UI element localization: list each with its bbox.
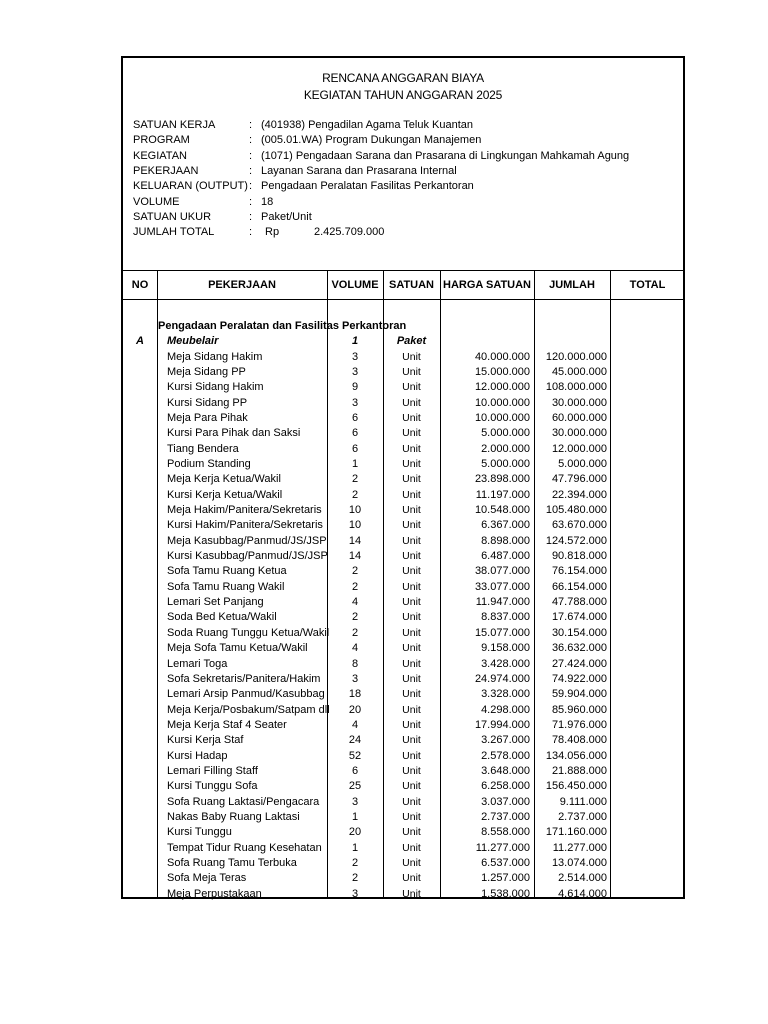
item-volume: 3 [351,396,359,409]
item-name: Kursi Para Pihak dan Saksi [167,427,301,440]
item-jumlah: 90.818.000 [551,550,607,563]
info-colon: : [249,226,253,239]
item-satuan: Unit [402,626,421,639]
header-pekerjaan: PEKERJAAN [208,279,276,291]
item-name: Sofa Meja Teras [167,872,247,885]
item-name: Meja Hakim/Panitera/Sekretaris [167,504,322,516]
table-row [123,718,683,733]
item-volume: 6 [351,411,359,424]
info-value: Pengadaan Peralatan Fasilitas Perkantoran [261,180,474,193]
item-jumlah: 2.514.000 [558,872,607,885]
item-volume: 2 [351,857,359,870]
total-row [133,225,678,240]
item-satuan: Unit [402,780,421,793]
info-colon: : [249,134,253,147]
info-colon: : [249,119,253,131]
item-name: Meja Para Pihak [167,411,248,424]
currency-label: Rp [265,226,280,239]
item-harga-satuan: 3.328.000 [481,688,530,701]
info-label: PROGRAM [133,134,190,147]
item-jumlah: 11.277.000 [552,841,607,854]
item-harga-satuan: 6.537.000 [481,857,530,870]
header-no: NO [131,279,149,291]
info-label: VOLUME [133,195,180,208]
item-satuan: Unit [402,611,421,624]
table-row [123,396,683,411]
item-name: Meja Sidang Hakim [167,350,263,363]
item-volume: 3 [351,672,359,685]
item-jumlah: 21.888.000 [551,764,607,777]
total-label: JUMLAH TOTAL [133,226,215,239]
item-volume: 3 [351,795,359,808]
item-jumlah: 59.904.000 [551,688,607,701]
item-jumlah: 66.154.000 [551,580,607,593]
table-row [123,411,683,426]
item-volume: 3 [351,350,359,363]
item-harga-satuan: 15.000.000 [474,365,530,378]
item-satuan: Unit [402,427,421,440]
item-jumlah: 85.960.000 [551,703,607,716]
item-volume: 20 [348,703,362,716]
item-name: Meja Kerja Ketua/Wakil [167,473,281,486]
item-name: Lemari Filling Staff [167,764,258,777]
item-name: Meja Sofa Tamu Ketua/Wakil [167,642,308,655]
item-name: Kursi Hakim/Panitera/Sekretaris [167,519,323,532]
item-name: Kursi Kerja Ketua/Wakil [167,488,283,501]
item-satuan: Unit [402,826,421,839]
table-row [123,687,683,702]
item-harga-satuan: 4.298.000 [481,703,530,716]
info-value: 18 [261,195,274,208]
info-row [133,133,678,148]
table-row [123,779,683,794]
item-volume: 3 [351,365,359,378]
item-harga-satuan: 3.037.000 [481,795,530,808]
item-jumlah: 171.160.000 [545,826,607,839]
table-row [123,657,683,672]
item-name: Soda Ruang Tunggu Ketua/Wakil [167,626,330,639]
item-harga-satuan: 2.578.000 [481,749,530,762]
table-row [123,733,683,748]
table-row [123,841,683,856]
item-name: Kursi Sidang PP [167,396,248,409]
info-value: (401938) Pengadilan Agama Teluk Kuantan [261,119,474,131]
item-jumlah: 105.480.000 [545,504,607,516]
item-jumlah: 71.976.000 [551,718,607,731]
item-volume: 20 [348,826,362,839]
item-satuan: Unit [402,411,421,424]
item-name: Podium Standing [167,457,251,470]
table-row [123,856,683,871]
item-satuan: Unit [402,565,421,578]
item-satuan: Unit [402,381,421,394]
item-jumlah: 120.000.000 [545,350,607,363]
table-row [123,564,683,579]
item-harga-satuan: 8.558.000 [481,826,530,839]
item-jumlah: 12.000.000 [551,442,607,455]
item-jumlah: 13.074.000 [551,857,607,870]
item-volume: 52 [348,749,362,762]
item-harga-satuan: 10.000.000 [474,411,530,424]
item-harga-satuan: 24.974.000 [474,672,530,685]
item-jumlah: 22.394.000 [551,488,607,501]
table-row [123,488,683,503]
item-satuan: Unit [402,580,421,593]
header-jumlah: JUMLAH [549,279,595,291]
item-name: Kursi Tunggu Sofa [167,780,258,793]
table-row [123,534,683,549]
item-name: Sofa Ruang Tamu Terbuka [167,857,297,870]
item-harga-satuan: 10.548.000 [474,504,530,516]
item-harga-satuan: 1.538.000 [481,887,530,900]
item-name: Sofa Tamu Ruang Wakil [167,580,285,593]
table-header-bottom-border [123,299,683,300]
item-satuan: Unit [402,642,421,655]
item-volume: 2 [351,473,359,486]
info-row [133,149,678,164]
header-total: TOTAL [629,279,666,291]
item-volume: 14 [348,534,362,547]
item-satuan: Unit [402,657,421,670]
table-row [123,703,683,718]
item-harga-satuan: 5.000.000 [481,457,530,470]
item-name: Meja Perpustakaan [167,887,262,900]
item-satuan: Unit [402,872,421,885]
item-volume: 2 [351,565,359,578]
table-row [123,871,683,886]
item-satuan: Unit [402,857,421,870]
item-jumlah: 76.154.000 [551,565,607,578]
item-jumlah: 30.154.000 [551,626,607,639]
item-jumlah: 27.424.000 [551,657,607,670]
item-name: Lemari Toga [167,657,228,670]
item-harga-satuan: 15.077.000 [474,626,530,639]
info-value: (005.01.WA) Program Dukungan Manajemen [261,134,482,147]
item-name: Tempat Tidur Ruang Kesehatan [167,841,322,854]
item-satuan: Unit [402,442,421,455]
table-row [123,472,683,487]
table-row [123,350,683,365]
item-name: Sofa Ruang Laktasi/Pengacara [167,795,320,808]
item-harga-satuan: 8.837.000 [481,611,530,624]
item-satuan: Unit [402,365,421,378]
item-volume: 4 [351,596,359,609]
item-jumlah: 30.000.000 [551,427,607,440]
total-amount: 2.425.709.000 [314,226,385,239]
item-volume: 1 [351,841,359,854]
item-satuan: Unit [402,749,421,762]
item-satuan: Unit [402,718,421,731]
item-harga-satuan: 1.257.000 [481,872,530,885]
header-satuan: SATUAN [388,279,434,291]
item-volume: 10 [348,519,362,532]
info-value: Paket/Unit [261,210,312,223]
item-satuan: Unit [402,703,421,716]
item-volume: 25 [348,780,362,793]
item-volume: 18 [348,688,362,701]
group-no: A [136,335,144,347]
item-name: Kursi Tunggu [167,826,232,839]
group-row [123,334,683,349]
info-colon: : [249,210,253,223]
item-volume: 1 [351,457,359,470]
table-row [123,672,683,687]
info-colon: : [249,164,253,177]
table-row [123,549,683,564]
item-jumlah: 17.674.000 [551,611,607,624]
item-harga-satuan: 3.267.000 [481,734,530,747]
item-jumlah: 108.000.000 [545,381,607,394]
table-row [123,610,683,625]
table-row [123,749,683,764]
info-row [133,118,678,133]
item-satuan: Unit [402,519,421,532]
item-satuan: Unit [402,764,421,777]
item-harga-satuan: 10.000.000 [474,396,530,409]
item-harga-satuan: 6.258.000 [481,780,530,793]
item-name: Tiang Bendera [167,442,239,455]
item-harga-satuan: 3.648.000 [481,764,530,777]
item-satuan: Unit [402,887,421,900]
item-harga-satuan: 11.947.000 [475,596,530,609]
item-volume: 10 [348,504,362,516]
item-jumlah: 63.670.000 [551,519,607,532]
item-satuan: Unit [402,504,421,516]
item-volume: 4 [351,642,359,655]
item-satuan: Unit [402,596,421,609]
item-satuan: Unit [402,488,421,501]
item-harga-satuan: 5.000.000 [481,427,530,440]
table-row [123,457,683,472]
table-row [123,764,683,779]
info-colon: : [249,149,253,162]
item-satuan: Unit [402,734,421,747]
item-volume: 6 [351,764,359,777]
item-volume: 2 [351,580,359,593]
item-satuan: Unit [402,811,421,823]
item-harga-satuan: 12.000.000 [474,381,530,394]
item-name: Sofa Tamu Ruang Ketua [167,565,287,578]
item-name: Kursi Sidang Hakim [167,381,264,394]
item-jumlah: 78.408.000 [551,734,607,747]
group-volume: 1 [351,335,359,347]
item-harga-satuan: 11.197.000 [475,488,530,501]
item-jumlah: 30.000.000 [551,396,607,409]
item-jumlah: 47.796.000 [551,473,607,486]
item-harga-satuan: 40.000.000 [474,350,530,363]
item-jumlah: 36.632.000 [551,642,607,655]
info-row [133,195,678,210]
item-volume: 6 [351,442,359,455]
budget-sheet [121,56,685,899]
item-volume: 24 [348,734,362,747]
item-satuan: Unit [402,550,421,563]
item-harga-satuan: 6.367.000 [481,519,530,532]
table-row [123,641,683,656]
item-jumlah: 134.056.000 [545,749,607,762]
item-harga-satuan: 23.898.000 [474,473,530,486]
item-name: Kursi Kerja Staf [167,734,244,747]
table-row [123,503,683,518]
table-row [123,518,683,533]
item-jumlah: 5.000.000 [558,457,607,470]
item-harga-satuan: 9.158.000 [481,642,530,655]
table-row [123,795,683,810]
item-volume: 2 [351,488,359,501]
info-row [133,164,678,179]
item-volume: 6 [351,427,359,440]
document-title: RENCANA ANGGARAN BIAYA [322,71,484,85]
item-harga-satuan: 33.077.000 [474,580,530,593]
info-label: KELUARAN (OUTPUT) [133,180,248,193]
info-row [133,210,678,225]
section-row [123,319,683,334]
item-jumlah: 156.450.000 [545,780,607,793]
item-volume: 2 [351,611,359,624]
item-jumlah: 2.737.000 [558,811,607,823]
item-harga-satuan: 3.428.000 [481,657,530,670]
table-row [123,426,683,441]
item-name: Kursi Kasubbag/Panmud/JS/JSP [167,550,328,563]
item-satuan: Unit [402,457,421,470]
item-name: Meja Kerja Staf 4 Seater [167,718,287,731]
item-name: Lemari Set Panjang [167,596,264,609]
table-row [123,825,683,840]
info-colon: : [249,180,253,193]
info-label: PEKERJAAN [133,164,199,177]
table-row [123,595,683,610]
item-jumlah: 60.000.000 [551,411,607,424]
info-value: Layanan Sarana dan Prasarana Internal [261,164,457,177]
item-jumlah: 4.614.000 [558,887,607,900]
item-volume: 14 [348,550,362,563]
table-row [123,442,683,457]
item-name: Kursi Hadap [167,749,228,762]
item-name: Lemari Arsip Panmud/Kasubbag [167,688,325,701]
item-satuan: Unit [402,841,421,854]
item-name: Nakas Baby Ruang Laktasi [167,811,300,823]
item-jumlah: 124.572.000 [545,534,607,547]
header-volume: VOLUME [331,279,379,291]
item-harga-satuan: 6.487.000 [481,550,530,563]
item-volume: 1 [351,811,359,823]
info-colon: : [249,195,253,208]
item-name: Sofa Sekretaris/Panitera/Hakim [167,672,321,685]
item-harga-satuan: 8.898.000 [481,534,530,547]
item-jumlah: 74.922.000 [551,672,607,685]
item-satuan: Unit [402,350,421,363]
table-row [123,626,683,641]
table-row [123,810,683,825]
info-label: KEGIATAN [133,149,187,162]
document-subtitle: KEGIATAN TAHUN ANGGARAN 2025 [303,88,503,102]
group-satuan: Paket [396,335,427,347]
group-name: Meubelair [167,335,219,347]
table-row [123,365,683,380]
item-jumlah: 47.788.000 [551,596,607,609]
item-name: Soda Bed Ketua/Wakil [167,611,277,624]
item-satuan: Unit [402,473,421,486]
header-harga-satuan: HARGA SATUAN [443,279,531,291]
item-harga-satuan: 38.077.000 [474,565,530,578]
item-name: Meja Sidang PP [167,365,246,378]
info-row [133,179,678,194]
item-name: Meja Kasubbag/Panmud/JS/JSP [167,534,327,547]
item-volume: 8 [351,657,359,670]
item-harga-satuan: 11.277.000 [475,841,530,854]
info-value: (1071) Pengadaan Sarana dan Prasarana di Lingkungan Mahkamah Agung [261,149,630,162]
table-row [123,380,683,395]
table-row [123,580,683,595]
item-jumlah: 9.111.000 [559,795,607,808]
item-volume: 2 [351,626,359,639]
item-satuan: Unit [402,688,421,701]
item-name: Meja Kerja/Posbakum/Satpam dll [167,703,330,716]
item-volume: 4 [351,718,359,731]
item-volume: 3 [351,887,359,900]
table-row [123,887,683,902]
item-volume: 2 [351,872,359,885]
item-satuan: Unit [402,396,421,409]
item-satuan: Unit [402,534,421,547]
item-jumlah: 45.000.000 [551,365,607,378]
item-volume: 9 [351,381,359,394]
item-harga-satuan: 17.994.000 [474,718,530,731]
item-harga-satuan: 2.737.000 [481,811,530,823]
section-title: Pengadaan Peralatan dan Fasilitas Perkantoran [158,320,407,332]
item-harga-satuan: 2.000.000 [481,442,530,455]
info-label: SATUAN UKUR [133,210,212,223]
info-label: SATUAN KERJA [133,119,216,131]
item-satuan: Unit [402,795,421,808]
item-satuan: Unit [402,672,421,685]
